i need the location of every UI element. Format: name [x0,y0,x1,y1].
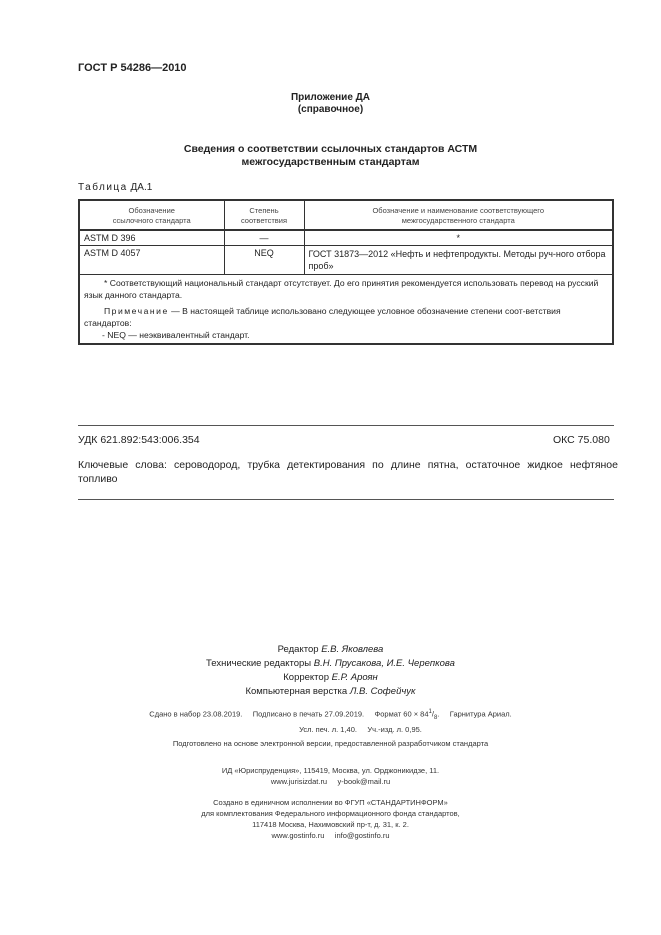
divider-bottom [78,499,614,500]
cell-degree: — [224,230,304,246]
print-line2: Усл. печ. л. 1,40. Уч.-изд. л. 0,95. [299,725,422,734]
header-standard: Обозначение и наименование соответствующего межгосударственного стандарта [304,200,613,230]
printer-block [0,797,661,841]
correspondence-table [78,199,614,345]
cell-degree: NEQ [224,246,304,275]
credit-corrector: Корректор Е.Р. Ароян [283,672,378,683]
cell-standard: ГОСТ 31873—2012 «Нефть и нефтепродукты. Методы руч-ного отбора проб» [304,246,613,275]
printer-line2: для комплектования Федерального информационного фонда стандартов, [201,809,460,818]
table-row [79,246,613,275]
credit-tech: Технические редакторы В.Н. Прусакова, И.Е. Черепкова [206,658,455,669]
note-label: Примечание [104,306,169,316]
udk-code: УДК 621.892:543:006.354 [78,434,200,446]
appendix-title: Приложение ДА [290,92,371,103]
appendix-subtitle: (справочное) [297,104,364,115]
publisher-block [0,765,661,787]
appendix-heading [0,92,661,116]
table-caption-number: ДА.1 [130,182,153,193]
section-title-line1: Сведения о соответствии ссылочных стандартов АСТМ [183,143,478,155]
print-details [0,707,661,735]
publisher-line2: www.jurisizdat.ru y-book@mail.ru [270,777,391,786]
cell-ref: ASTM D 396 [79,230,224,246]
section-title-line2: межгосударственным стандартам [241,156,420,168]
credit-layout: Компьютерная верстка Л.В. Софейчук [245,686,416,697]
table-caption [78,182,152,193]
note-item: - NEQ — неэквивалентный стандарт. [102,330,250,340]
oks-code: ОКС 75.080 [553,434,610,446]
table-header-row [79,200,613,230]
table-footnote: * Соответствующий национальный стандарт отсутствует. До его принятия рекомендуется использовать перевод на русский язык данного стандарта. [84,278,599,300]
table-notes [79,275,613,345]
table-row [79,230,613,246]
credits-block [0,643,661,699]
cell-standard: * [304,230,613,246]
section-title [0,143,661,169]
standard-code: ГОСТ Р 54286—2010 [78,62,187,74]
prepared-note: Подготовлено на основе электронной версии, предоставленной разработчиком стандарта [172,739,489,748]
divider-top [78,425,614,426]
cell-ref: ASTM D 4057 [79,246,224,275]
header-degree: Степень соответствия [224,200,304,230]
printer-line1: Создано в единичном исполнении во ФГУП «СТАНДАРТИНФОРМ» [213,798,448,807]
note-text: — В настоящей таблице использовано следующее условное обозначение степени соот-ветствия стандартов: [84,306,561,328]
table-notes-row [79,275,613,345]
print-line1: Сдано в набор 23.08.2019. Подписано в печать 27.09.2019. Формат $60 \times 84^1/_8$. Гарнитура Ариал. [149,709,512,721]
printer-line4: www.gostinfo.ru info@gostinfo.ru [271,831,390,840]
table-caption-label: Таблица [78,182,128,193]
credit-editor: Редактор Е.В. Яковлева [277,644,384,655]
keywords: Ключевые слова: сероводород, трубка детектирования по длине пятна, остаточное жидкое нефтяное топливо [78,459,618,485]
printer-line3: 117418 Москва, Нахимовский пр-т, д. 31, к. 2. [252,820,409,829]
table-note [84,305,608,329]
publisher-line1: ИД «Юриспруденция», 115419, Москва, ул. Орджоникидзе, 11. [221,766,440,775]
header-ref: Обозначение ссылочного стандарта [79,200,224,230]
